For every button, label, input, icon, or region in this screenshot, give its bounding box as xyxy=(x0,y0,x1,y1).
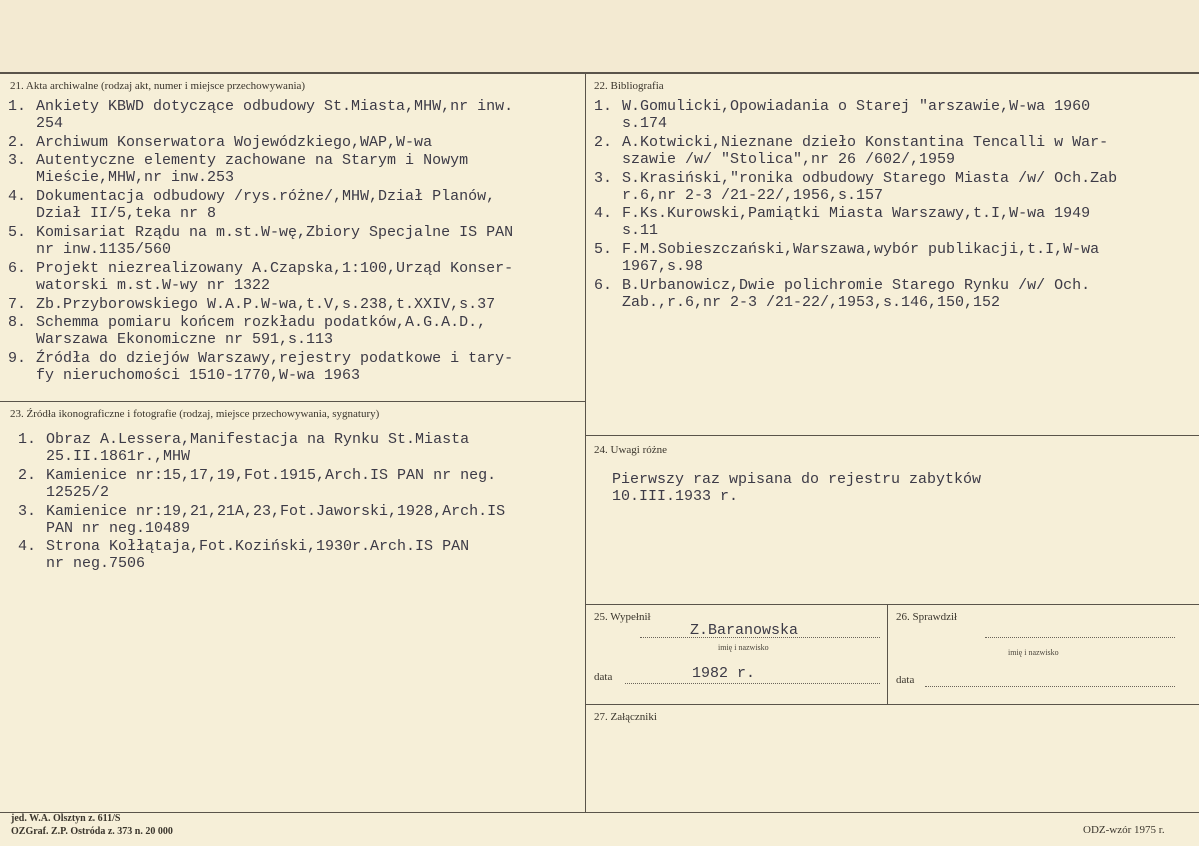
checked-by-date-line xyxy=(925,686,1175,687)
item-text-line: B.Urbanowicz,Dwie polichromie Starego Rynku /w/ Och. xyxy=(622,277,1091,294)
item-number: 4. xyxy=(18,538,37,556)
iconography-item xyxy=(18,503,598,537)
bibliography-item xyxy=(594,98,1174,132)
section-27-header: 27. Załączniki xyxy=(594,711,657,723)
item-number: 6. xyxy=(8,259,27,277)
item-text-line: Zab.,r.6,nr 2-3 /21-22/,1953,s.146,150,152 xyxy=(622,294,1001,311)
item-number: 4. xyxy=(594,205,613,223)
rule-above-section-25 xyxy=(586,604,1199,605)
item-text-line: F.Ks.Kurowski,Pamiątki Miasta Warszawy,t.I,W-wa 1949 xyxy=(622,205,1091,223)
bibliography-item xyxy=(594,241,1174,275)
iconography-item xyxy=(18,467,598,501)
item-number: 1. xyxy=(594,98,613,115)
item-text-line: Obraz A.Lessera,Manifestacja na Rynku St.Miasta xyxy=(46,431,470,448)
item-number: 2. xyxy=(594,133,613,151)
item-text-line: fy nieruchomości 1510-1770,W-wa 1963 xyxy=(36,367,361,384)
print-info-line-2: OZGraf. Z.P. Ostróda z. 373 n. 20 000 xyxy=(11,826,173,837)
checked-by-date-label: data xyxy=(896,674,915,686)
archival-record-item xyxy=(8,314,588,348)
archival-record-item xyxy=(8,98,588,132)
item-text-line: F.M.Sobieszczański,Warszawa,wybór publikacji,t.I,W-wa xyxy=(622,241,1100,259)
section-21-header: 21. Akta archiwalne (rodzaj akt, numer i miejsce przechowywania) xyxy=(10,80,306,92)
filled-by-name-caption: imię i nazwisko xyxy=(718,643,769,652)
bibliography-item xyxy=(594,170,1174,204)
archival-record-item xyxy=(8,260,588,294)
card-top-margin xyxy=(0,0,1199,72)
archival-record-item xyxy=(8,224,588,258)
section-23-header: 23. Źródła ikonograficzne i fotografie (rodzaj, miejsce przechowywania, sygnatury) xyxy=(10,408,380,420)
top-rule xyxy=(0,72,1199,74)
item-text-line: Mieście,MHW,nr inw.253 xyxy=(36,169,235,187)
item-number: 9. xyxy=(8,350,27,367)
item-text-line: Źródła do dziejów Warszawy,rejestry podatkowe i tary- xyxy=(36,350,514,367)
iconography-item xyxy=(18,538,598,572)
filled-by-date: 1982 r. xyxy=(692,665,756,682)
section-25-26-divider xyxy=(887,604,888,705)
archival-record-item xyxy=(8,152,588,186)
section-25-header: 25. Wypełnił xyxy=(594,611,651,623)
iconography-item xyxy=(18,431,598,465)
item-text-line: nr neg.7506 xyxy=(46,555,146,573)
item-text-line: s.11 xyxy=(622,222,659,240)
item-text-line: watorski m.st.W-wy nr 1322 xyxy=(36,276,271,294)
archival-record-item xyxy=(8,134,588,151)
item-text-line: 254 xyxy=(36,115,64,132)
filled-by-date-line xyxy=(625,683,880,684)
item-text-line: Projekt niezrealizowany A.Czapska,1:100,Urząd Konser- xyxy=(36,259,514,277)
checked-by-name-line xyxy=(985,637,1175,638)
item-text-line: s.174 xyxy=(622,115,668,132)
item-text-line: Dział II/5,teka nr 8 xyxy=(36,205,217,223)
item-text-line: 1967,s.98 xyxy=(622,258,704,276)
item-number: 3. xyxy=(8,152,27,170)
item-text-line: Autentyczne elementy zachowane na Starym i Nowym xyxy=(36,152,469,170)
item-text-line: A.Kotwicki,Nieznane dzieło Konstantina Tencalli w War- xyxy=(622,133,1109,151)
section-24-header: 24. Uwagi różne xyxy=(594,444,668,456)
item-text-line: PAN nr neg.10489 xyxy=(46,519,191,537)
rule-above-section-27 xyxy=(586,704,1199,705)
remarks-line-1: Pierwszy raz wpisana do rejestru zabytków xyxy=(612,471,982,488)
section-26-header: 26. Sprawdził xyxy=(896,611,958,623)
item-text-line: Dokumentacja odbudowy /rys.różne/,MHW,Dział Planów, xyxy=(36,188,496,206)
item-number: 4. xyxy=(8,188,27,206)
filled-by-name: Z.Baranowska xyxy=(690,622,799,639)
item-text-line: nr inw.1135/560 xyxy=(36,241,172,258)
item-number: 3. xyxy=(594,169,613,187)
item-number: 6. xyxy=(594,277,613,294)
form-code: ODZ-wzór 1975 r. xyxy=(1083,824,1165,836)
item-number: 2. xyxy=(8,133,27,151)
item-text-line: szawie /w/ "Stolica",nr 26 /602/,1959 xyxy=(622,150,956,168)
item-number: 8. xyxy=(8,314,27,332)
item-number: 3. xyxy=(18,502,37,520)
filled-by-date-label: data xyxy=(594,671,613,683)
archival-record-item xyxy=(8,296,588,313)
bibliography-item xyxy=(594,205,1174,239)
item-number: 5. xyxy=(8,224,27,241)
rule-above-section-23 xyxy=(0,401,586,402)
item-text-line: Archiwum Konserwatora Wojewódzkiego,WAP,W-wa xyxy=(36,133,433,151)
item-text-line: Kamienice nr:15,17,19,Fot.1915,Arch.IS PAN nr neg. xyxy=(46,466,497,484)
item-text-line: W.Gomulicki,Opowiadania o Starej "arszawie,W-wa 1960 xyxy=(622,98,1091,115)
item-number: 1. xyxy=(8,98,27,115)
print-info-line-1: jed. W.A. Olsztyn z. 611/S xyxy=(11,813,121,824)
item-text-line: 25.II.1861r.,MHW xyxy=(46,448,191,465)
item-text-line: Schemma pomiaru końcem rozkładu podatków,A.G.A.D., xyxy=(36,314,487,332)
item-text-line: Ankiety KBWD dotyczące odbudowy St.Miasta,MHW,nr inw. xyxy=(36,98,514,115)
section-22-header: 22. Bibliografia xyxy=(594,80,664,92)
item-number: 5. xyxy=(594,241,613,259)
item-text-line: 12525/2 xyxy=(46,483,110,501)
bibliography-item xyxy=(594,277,1174,311)
rule-above-section-24 xyxy=(586,435,1199,436)
item-number: 7. xyxy=(8,295,27,313)
item-text-line: r.6,nr 2-3 /21-22/,1956,s.157 xyxy=(622,186,884,204)
archival-record-item xyxy=(8,350,588,384)
item-text-line: Warszawa Ekonomiczne nr 591,s.113 xyxy=(36,331,334,349)
item-number: 1. xyxy=(18,431,37,448)
item-text-line: S.Krasiński,"ronika odbudowy Starego Miasta /w/ Och.Zab xyxy=(622,169,1118,187)
item-text-line: Kamienice nr:19,21,21A,23,Fot.Jaworski,1928,Arch.IS xyxy=(46,502,506,520)
checked-by-name-caption: imię i nazwisko xyxy=(1008,648,1059,657)
item-text-line: Strona Kołłątaja,Fot.Koziński,1930r.Arch.IS PAN xyxy=(46,538,470,556)
item-number: 2. xyxy=(18,466,37,484)
bibliography-item xyxy=(594,134,1174,168)
item-text-line: Zb.Przyborowskiego W.A.P.W-wa,t.V,s.238,t.XXIV,s.37 xyxy=(36,295,496,313)
remarks-line-2: 10.III.1933 r. xyxy=(612,488,739,505)
bottom-rule xyxy=(0,812,1199,813)
archival-record-item xyxy=(8,188,588,222)
item-text-line: Komisariat Rządu na m.st.W-wę,Zbiory Specjalne IS PAN xyxy=(36,224,514,241)
